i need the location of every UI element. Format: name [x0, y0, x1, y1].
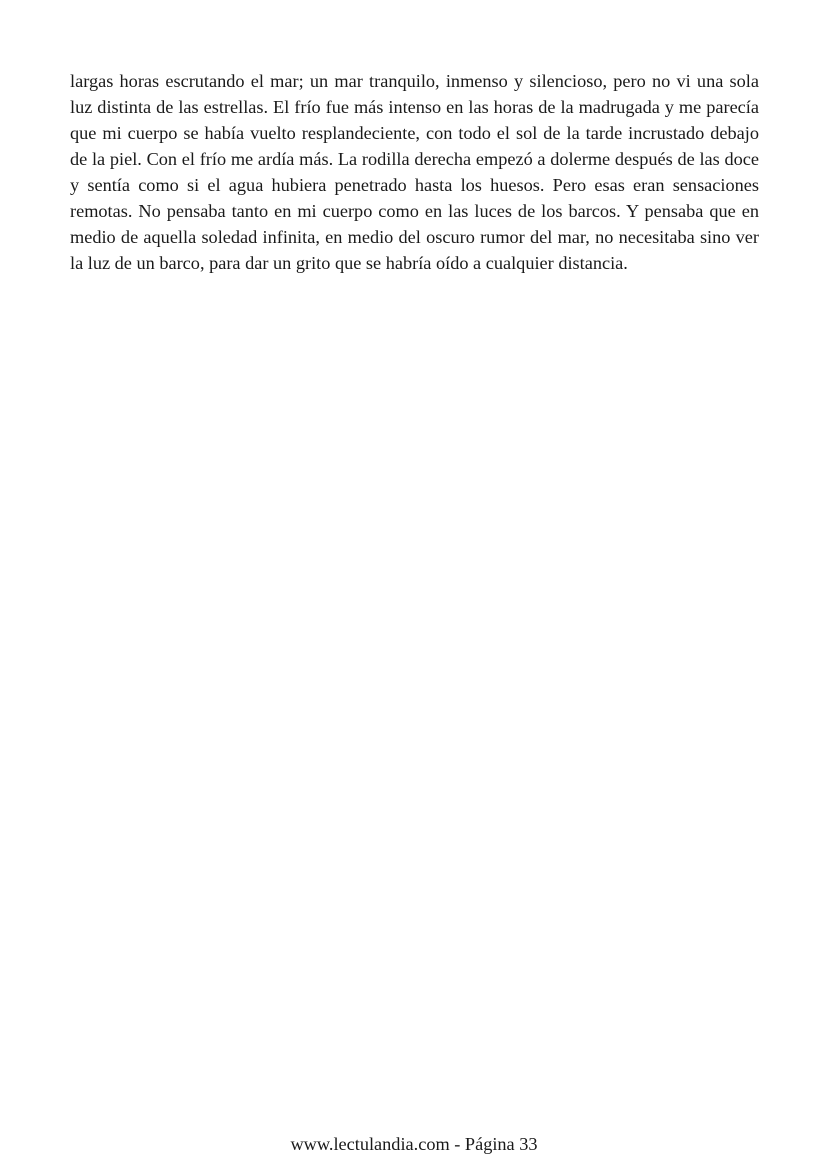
page-footer: www.lectulandia.com - Página 33: [290, 1134, 538, 1154]
body-paragraph: largas horas escrutando el mar; un mar tranquilo, inmenso y silencioso, pero no vi una sola luz distinta de las estrellas. El frío fue más intenso en las horas de la madrugada y me parecía que mi cuerpo se había vuelto resplandeciente, con todo el sol de la tarde incrustado debajo de la piel. Con el frío me ardía más. La rodilla derecha empezó a dolerme después de las doce y sentía como si el agua hubiera penetrado hasta los huesos. Pero esas eran sensaciones remotas. No pensaba tanto en mi cuerpo como en las luces de los barcos. Y pensaba que en medio de aquella soledad infinita, en medio del oscuro rumor del mar, no necesitaba sino ver la luz de un barco, para dar un grito que se habría oído a cualquier distancia.: [70, 71, 759, 273]
